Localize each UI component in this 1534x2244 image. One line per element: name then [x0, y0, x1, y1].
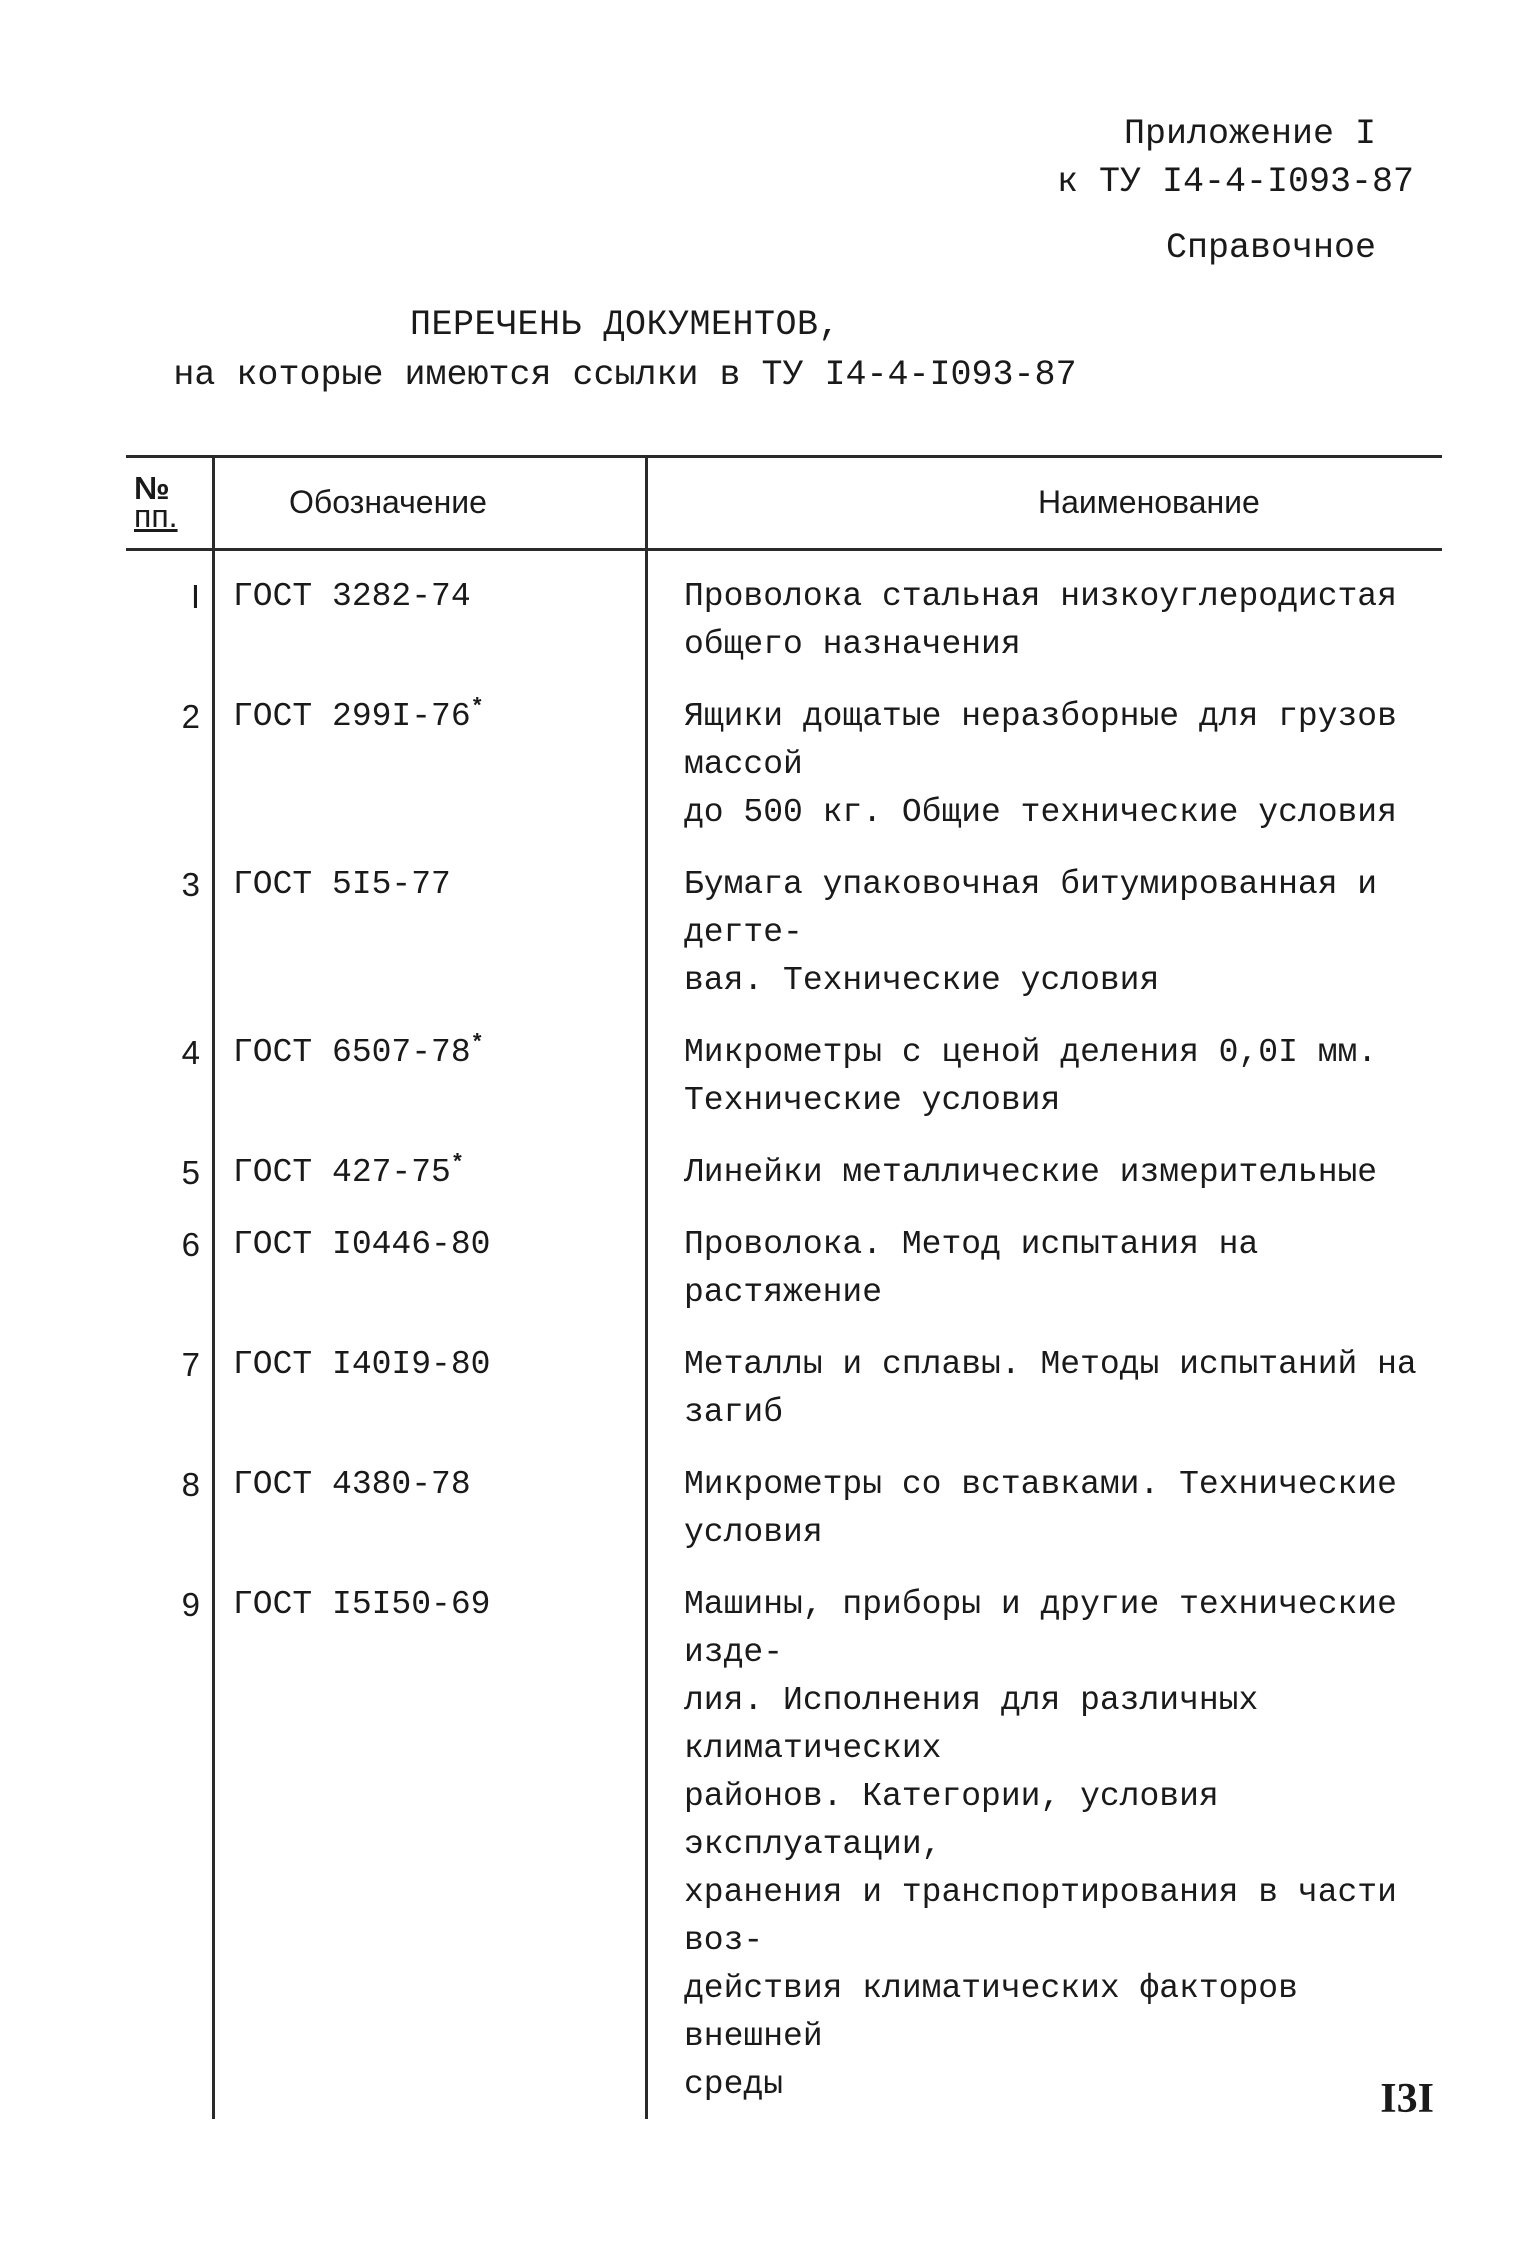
row-name-line: районов. Категории, условия эксплуатации,	[684, 1778, 1219, 1863]
row-name-line: Линейки металлические измерительные	[684, 1154, 1378, 1191]
designation-code: ГОСТ I40I9-80	[233, 1346, 491, 1383]
revision-mark: *	[450, 1151, 465, 1176]
row-number: I	[126, 550, 214, 680]
row-name-line: Бумага упаковочная битумированная и дегте-	[684, 866, 1378, 951]
row-number: 8	[126, 1447, 214, 1567]
row-name-line: Проволока стальная низкоуглеродистая	[684, 578, 1397, 615]
row-designation	[214, 1015, 647, 1135]
header-number-sign: №	[134, 470, 170, 506]
row-name-line: хранения и транспортирования в части воз-	[684, 1874, 1397, 1959]
row-name-line: общего назначения	[684, 626, 1021, 663]
designation-code: ГОСТ I5I50-69	[233, 1586, 491, 1623]
table-row	[126, 1207, 1442, 1327]
table-body	[126, 550, 1442, 2120]
row-number: 5	[126, 1135, 214, 1207]
row-number: 2	[126, 679, 214, 847]
row-number: 7	[126, 1327, 214, 1447]
table-row	[126, 1015, 1442, 1135]
row-name-line: среды	[684, 2066, 784, 2103]
appendix-header	[1056, 110, 1414, 272]
header-name: Наименование	[647, 457, 1443, 550]
document-title-block	[160, 300, 1090, 400]
table-row	[126, 679, 1442, 847]
row-name	[647, 1447, 1443, 1567]
designation-code: ГОСТ 3282-74	[233, 578, 471, 615]
row-number: 4	[126, 1015, 214, 1135]
row-name	[647, 679, 1443, 847]
revision-mark: *	[470, 1031, 484, 1056]
appendix-line-1: Приложение I	[1123, 114, 1376, 154]
row-name	[647, 1135, 1443, 1207]
row-designation	[214, 1207, 647, 1327]
table-header-row	[126, 457, 1442, 550]
row-name-line: Микрометры со вставками. Технические	[684, 1466, 1397, 1503]
table-row	[126, 1567, 1442, 2119]
table-row	[126, 550, 1442, 680]
designation-code: ГОСТ 5I5-77	[233, 866, 451, 903]
row-name-line: до 500 кг. Общие технические условия	[684, 794, 1397, 831]
documents-table	[126, 455, 1442, 2119]
row-number: 9	[126, 1567, 214, 2119]
row-designation	[214, 1327, 647, 1447]
row-name	[647, 847, 1443, 1015]
row-name	[647, 1567, 1443, 2119]
row-name-line: Металлы и сплавы. Методы испытаний на загиб	[684, 1346, 1417, 1431]
table-row	[126, 1327, 1442, 1447]
designation-code: ГОСТ 299I-76	[233, 698, 471, 735]
row-designation	[214, 847, 647, 1015]
row-designation	[214, 550, 647, 680]
table-row	[126, 847, 1442, 1015]
table-row	[126, 1447, 1442, 1567]
reference-type-label: Справочное	[1165, 228, 1376, 268]
document-subtitle: на которые имеются ссылки в ТУ I4-4-I093-87	[173, 355, 1077, 395]
table-row	[126, 1135, 1442, 1207]
revision-mark: *	[470, 695, 484, 720]
designation-code: ГОСТ 6507-78	[233, 1034, 471, 1071]
document-title: ПЕРЕЧЕНЬ ДОКУМЕНТОВ,	[409, 305, 841, 345]
row-name-line: лия. Исполнения для различных климатических	[684, 1682, 1259, 1767]
row-name-line: Ящики дощатые неразборные для грузов массой	[684, 698, 1397, 783]
appendix-line-2: к ТУ I4-4-I093-87	[1056, 162, 1414, 202]
row-designation	[214, 1135, 647, 1207]
row-name-line: действия климатических факторов внешней	[684, 1970, 1298, 2055]
header-number-abbr: пп.	[134, 498, 178, 534]
designation-code: ГОСТ I0446-80	[233, 1226, 491, 1263]
designation-code: ГОСТ 4380-78	[233, 1466, 471, 1503]
row-designation	[214, 679, 647, 847]
row-name-line: Проволока. Метод испытания на растяжение	[684, 1226, 1259, 1311]
row-name	[647, 550, 1443, 680]
row-name	[647, 1207, 1443, 1327]
row-number: 3	[126, 847, 214, 1015]
header-designation: Обозначение	[214, 457, 647, 550]
row-name-line: Микрометры с ценой деления 0,0I мм.	[684, 1034, 1378, 1071]
row-name-line: Технические условия	[684, 1082, 1061, 1119]
header-number	[126, 457, 214, 550]
row-name-line: вая. Технические условия	[684, 962, 1160, 999]
row-name	[647, 1327, 1443, 1447]
row-designation	[214, 1567, 647, 2119]
designation-code: ГОСТ 427-75	[233, 1154, 451, 1191]
page-number: I3I	[1380, 2076, 1434, 2122]
row-number: 6	[126, 1207, 214, 1327]
row-designation	[214, 1447, 647, 1567]
row-name-line: Машины, приборы и другие технические изде-	[684, 1586, 1397, 1671]
row-name	[647, 1015, 1443, 1135]
row-name-line: условия	[684, 1514, 823, 1551]
